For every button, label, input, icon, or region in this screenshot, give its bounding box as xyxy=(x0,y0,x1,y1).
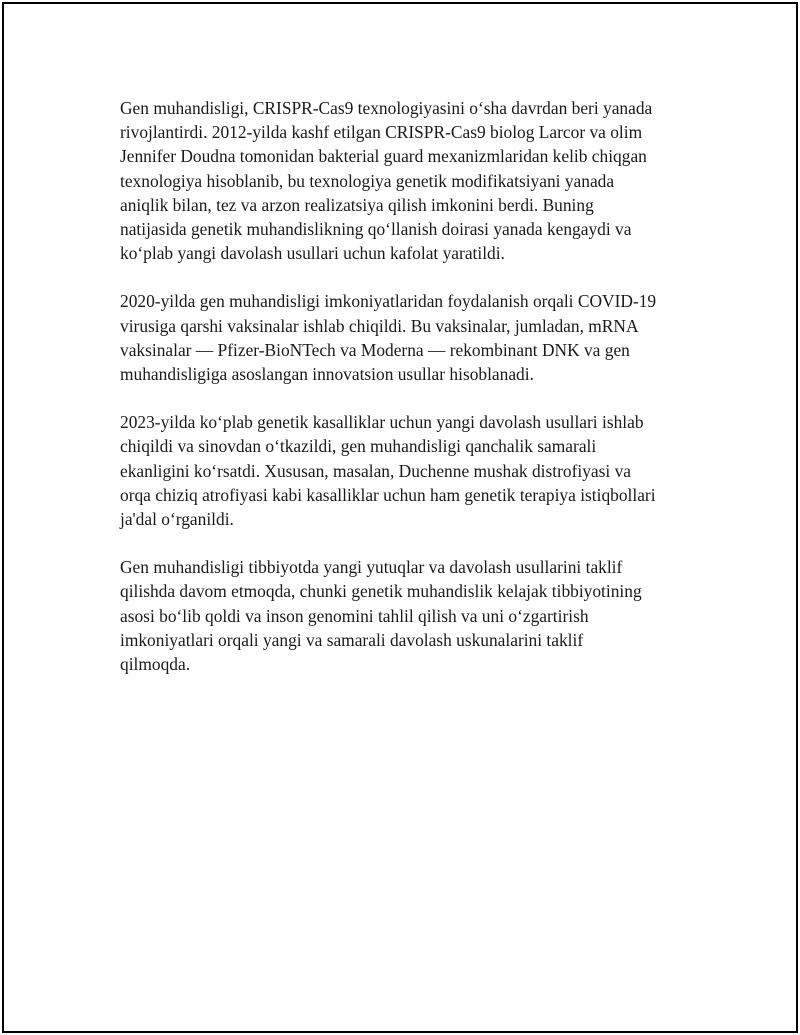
paragraph-crispr xyxy=(120,96,700,265)
text-line: asosi bo‘lib qoldi va inson genomini tahlil qilish va uni o‘zgartirish xyxy=(120,605,589,626)
text-line: ekanligini ko‘rsatdi. Xususan, masalan, Duchenne mushak distrofiyasi va xyxy=(120,460,631,481)
text-line: vaksinalar — Pfizer-BioNTech va Moderna — rekombinant DNK va gen xyxy=(120,339,630,360)
text-line: rivojlantirdi. 2012-yilda kashf etilgan CRISPR-Cas9 biolog Larcor va olim xyxy=(120,122,643,143)
paragraph-future-medicine xyxy=(120,555,700,676)
document-page xyxy=(2,2,798,1033)
text-line: aniqlik bilan, tez va arzon realizatsiya qilish imkonini berdi. Buning xyxy=(120,194,594,215)
text-line: imkoniyatlari orqali yangi va samarali davolash uskunalarini taklif xyxy=(120,629,584,650)
text-line: natijasida genetik muhandislikning qo‘llanish doirasi yanada kengaydi va xyxy=(120,219,632,240)
text-line: orqa chiziq atrofiyasi kabi kasalliklar uchun ham genetik terapiya istiqbollari xyxy=(120,484,656,505)
text-line: ja'dal o‘rganildi. xyxy=(120,509,234,530)
document-body xyxy=(120,96,700,700)
text-line: Gen muhandisligi tibbiyotda yangi yutuqlar va davolash usullarini taklif xyxy=(120,557,623,578)
text-line: Gen muhandisligi, CRISPR-Cas9 texnologiyasini o‘sha davrdan beri yanada xyxy=(120,98,653,118)
text-line: muhandisligiga asoslangan innovatsion usullar hisoblanadi. xyxy=(120,364,534,385)
text-line: 2023-yilda ko‘plab genetik kasalliklar uchun yangi davolash usullari ishlab xyxy=(120,412,644,433)
text-line: 2020-yilda gen muhandisligi imkoniyatlaridan foydalanish orqali COVID-19 xyxy=(120,291,657,312)
paragraph-genetic-therapies xyxy=(120,410,700,531)
text-line: qilishda davom etmoqda, chunki genetik muhandislik kelajak tibbiyotining xyxy=(120,581,642,602)
text-line: ko‘plab yangi davolash usullari uchun kafolat yaratildi. xyxy=(120,243,505,264)
paragraph-covid-vaccines xyxy=(120,289,700,386)
text-line: texnologiya hisoblanib, bu texnologiya genetik modifikatsiyani yanada xyxy=(120,170,615,191)
text-line: virusiga qarshi vaksinalar ishlab chiqildi. Bu vaksinalar, jumladan, mRNA xyxy=(120,315,639,336)
text-line: qilmoqda. xyxy=(120,654,191,675)
text-line: chiqildi va sinovdan o‘tkazildi, gen muhandisligi qanchalik samarali xyxy=(120,436,597,457)
text-line: Jennifer Doudna tomonidan bakterial guard mexanizmlaridan kelib chiqgan xyxy=(120,146,647,167)
